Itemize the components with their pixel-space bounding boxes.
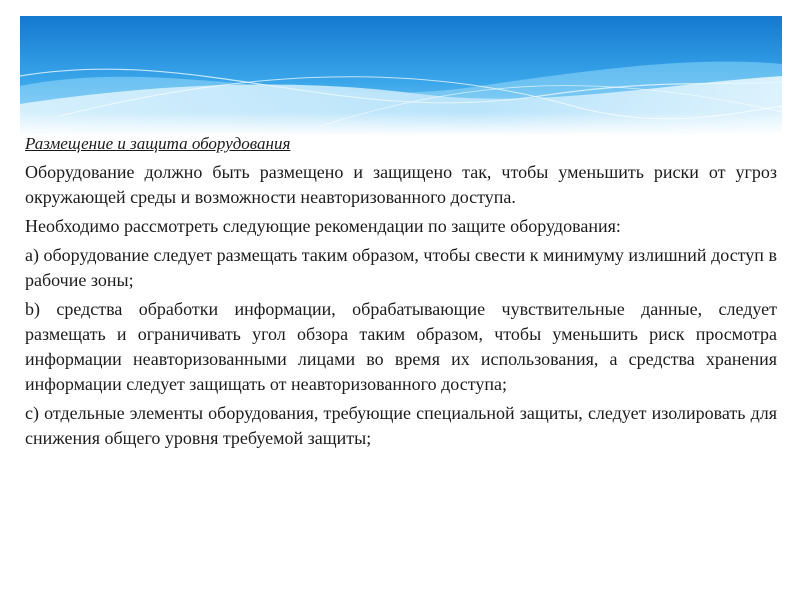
wave-decoration — [20, 16, 782, 136]
paragraph-item-a: а) оборудование следует размещать таким образом, чтобы свести к минимуму излишний доступ в рабочие зоны; — [25, 245, 777, 290]
paragraph-intro: Оборудование должно быть размещено и защищено так, чтобы уменьшить риски от угроз окружающей среды и возможности неавторизованного доступа. — [25, 162, 777, 207]
header-banner — [20, 16, 782, 136]
paragraph-item-c: c) отдельные элементы оборудования, требующие специальной защиты, следует изолировать для снижения общего уровня требуемой защиты; — [25, 403, 777, 448]
slide-title: Размещение и защита оборудования — [25, 134, 291, 153]
paragraph-item-b: b) средства обработки информации, обрабатывающие чувствительные данные, следует размещать и ограничивать угол обзора таким образом, чтобы уменьшить риск просмотра информации неавторизованными лицами во время их использования, а средства хранения информации следует защищать от неавторизованного доступа; — [25, 299, 777, 394]
slide-content — [25, 132, 777, 455]
paragraph-recommendations: Необходимо рассмотреть следующие рекомендации по защите оборудования: — [25, 216, 621, 236]
